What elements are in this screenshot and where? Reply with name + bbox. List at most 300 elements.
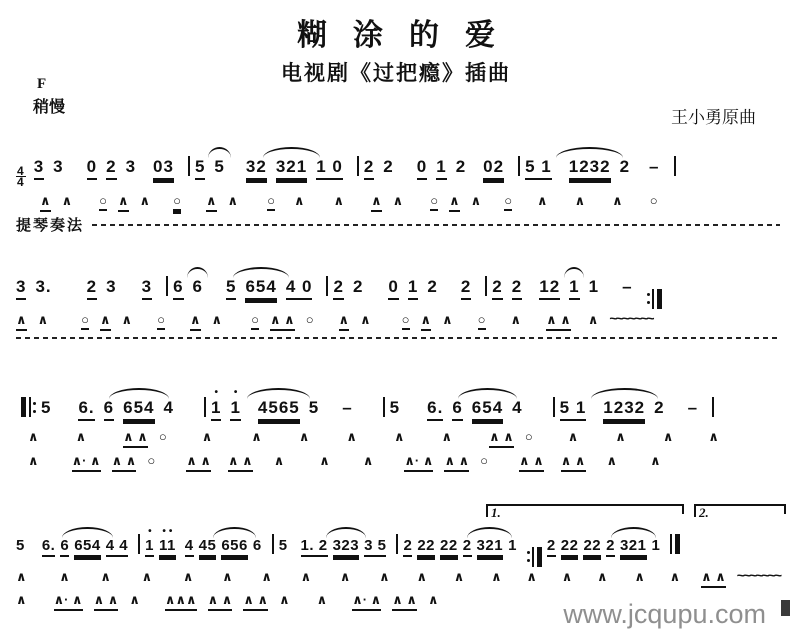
articulation-token: ○ (305, 312, 314, 327)
system-3-articulation-row-1 (16, 429, 780, 448)
note-token: 6. (42, 537, 56, 557)
articulation-token: ∧ (100, 569, 111, 584)
articulation-token: ∧ (567, 429, 579, 444)
bar-stroke (675, 534, 680, 554)
slur-arc (213, 527, 255, 538)
articulation-token: ∧ (182, 569, 194, 584)
articulation-token: ∧ (28, 429, 39, 444)
slur-arc (263, 147, 319, 158)
spacer (492, 204, 504, 205)
articulation-token: ∧ ∧ (186, 453, 211, 472)
note-token: 654 (245, 277, 276, 300)
system-3-articulation-row-2 (16, 453, 780, 472)
bar-stroke (138, 534, 140, 554)
song-subtitle: 电视剧《过把瘾》插曲 (281, 62, 511, 85)
spacer (559, 204, 575, 205)
spacer (384, 464, 404, 465)
spacer (61, 291, 87, 292)
spacer (361, 580, 379, 581)
articulation-token: ∧ (634, 569, 645, 584)
bar-stroke (674, 156, 676, 176)
note-token: 2 (606, 537, 615, 557)
articulation-token: ∧ (273, 453, 285, 468)
articulation-token: ∧ (491, 569, 502, 584)
articulation-token: ∧ (510, 312, 522, 327)
spacer (50, 440, 76, 441)
system-2-articulation-row (16, 311, 780, 331)
articulation-token: ∧ (379, 569, 390, 584)
spacer (628, 464, 650, 465)
note-token: – (687, 398, 699, 417)
note-token: 2 (463, 537, 472, 557)
spacer (83, 204, 99, 205)
spacer (264, 464, 274, 465)
barline (166, 276, 168, 296)
note-token: – (649, 157, 660, 176)
spacer (548, 580, 562, 581)
spacer (463, 440, 489, 441)
spacer (192, 204, 206, 205)
bar-stroke (272, 534, 274, 554)
watermark-url: www.jcqupu.com (563, 599, 766, 629)
volta-1-bracket (486, 504, 684, 519)
articulation-token: ∧ (561, 569, 573, 584)
spacer (212, 291, 226, 292)
bar-stroke (29, 397, 31, 417)
articulation-token: ∧ (362, 453, 374, 468)
articulation-token: ○ (430, 193, 438, 211)
note-token: 2 (383, 157, 394, 176)
articulation-token: ∧ (662, 429, 674, 444)
note-token: 1 (436, 157, 446, 180)
spacer (204, 580, 222, 581)
spacer (223, 440, 251, 441)
note-token: 4565 (258, 398, 300, 421)
composer-credit: 王小勇原曲 (671, 108, 756, 127)
bar-stroke (652, 289, 654, 309)
repeat-end-barline (527, 547, 542, 567)
barline (553, 397, 555, 417)
bar-stroke (532, 547, 534, 567)
bar-stroke (518, 156, 520, 176)
note-token: 2 (352, 277, 364, 296)
volta-1-label: 1. (491, 505, 501, 520)
system-4-articulation-row-1 (16, 568, 780, 588)
note-token: 3 (142, 277, 152, 300)
spacer (59, 323, 81, 324)
spacer (355, 204, 371, 205)
articulation-token: ∧ (251, 429, 262, 444)
articulation-token: ∧ (708, 429, 719, 444)
articulation-token: ○ (504, 193, 512, 211)
articulation-token: ∧ (139, 193, 151, 208)
articulation-token: ∧ (279, 592, 290, 607)
note-token: 03 (153, 157, 174, 180)
slur-arc (109, 388, 169, 399)
note-token: 0 (87, 157, 97, 180)
note-token: 5 (389, 398, 401, 417)
note-token: 5 1 (525, 157, 552, 180)
articulation-token: ∧ ∧ (444, 453, 469, 472)
bar-stroke (712, 397, 714, 417)
note-token: 6 (104, 398, 114, 421)
note-token: 5 1 (560, 398, 587, 421)
spacer (589, 440, 615, 441)
spacer (151, 603, 165, 604)
slur-arc (591, 388, 658, 399)
bar-stroke (485, 276, 487, 296)
articulation-token: ○ (99, 193, 107, 211)
volta-2-bracket (694, 504, 786, 519)
spacer (362, 412, 378, 413)
spacer (499, 464, 519, 465)
spacer (684, 440, 708, 441)
spacer (414, 204, 430, 205)
note-token: 1 • (145, 537, 154, 557)
articulation-token: ∧ (300, 569, 312, 584)
bar-stroke (527, 548, 530, 566)
articulation-token: ∧ (427, 592, 439, 607)
octave-dot: • (148, 526, 155, 537)
spacer (372, 291, 388, 292)
spacer (691, 580, 701, 581)
spacer (234, 171, 246, 172)
note-token: 22 (440, 537, 458, 557)
note-token: 6 (252, 537, 262, 554)
note-token: 11 •• (159, 537, 176, 557)
barline (204, 397, 206, 417)
slur-arc (564, 267, 584, 278)
system-3-notes-row (16, 387, 780, 421)
note-token: 5 (226, 277, 236, 300)
note-token: 22 (417, 537, 435, 557)
note-token: 6. (427, 398, 443, 421)
note-token: – (622, 277, 633, 296)
note-token: 45 (199, 537, 217, 557)
bar-stroke (647, 290, 650, 308)
note-token: 1232 (569, 157, 611, 180)
barline (272, 534, 274, 554)
note-token: 6 (173, 277, 183, 300)
spacer (178, 440, 202, 441)
articulation-token: ∧ (393, 429, 405, 444)
note-token: 1 (588, 277, 600, 296)
articulation-token: ∧ (597, 569, 608, 584)
articulation-token: ∧ (261, 569, 272, 584)
articulation-token: ∧ (441, 429, 453, 444)
spacer (126, 291, 142, 292)
articulation-token: ○ (158, 429, 167, 444)
spacer (464, 323, 478, 324)
slur-arc (326, 527, 366, 538)
spacer (544, 440, 568, 441)
note-token: 3 (53, 157, 64, 176)
spacer (674, 412, 688, 413)
spacer (595, 412, 603, 413)
articulation-token: ∧ (28, 453, 39, 468)
spacer (16, 204, 40, 205)
spacer (608, 291, 622, 292)
note-token: 2 (512, 277, 522, 300)
spacer (244, 580, 262, 581)
articulation-token: ○ (173, 193, 181, 211)
articulation-token: ∧ (360, 312, 371, 327)
corner-artifact (781, 600, 790, 616)
spacer (475, 171, 483, 172)
note-token: 6 (60, 537, 69, 557)
spacer (403, 171, 417, 172)
note-token: 1 0 (316, 157, 343, 180)
spacer (532, 323, 546, 324)
note-token: 2 (403, 537, 412, 557)
articulation-token: ∧ ∧ (112, 453, 137, 472)
final-barline (670, 534, 680, 554)
note-token: 4 4 (106, 537, 128, 557)
articulation-token: ∧ (587, 312, 599, 327)
note-token: 654 (74, 537, 101, 557)
articulation-token: ∧ ∧ (701, 569, 726, 588)
articulation-token: ∧ (75, 429, 87, 444)
spacer (176, 323, 190, 324)
spacer (249, 204, 267, 205)
barline (188, 156, 190, 176)
spacer (233, 323, 251, 324)
articulation-token: ∧∧∧ (165, 592, 197, 611)
spacer (531, 291, 539, 292)
note-token: 2 (654, 398, 665, 417)
note-token: 5 (214, 157, 224, 177)
slur-arc (208, 147, 231, 158)
spacer (637, 440, 663, 441)
articulation-token: ∧ (339, 312, 350, 331)
articulation-token: ∧ (206, 193, 217, 212)
note-token: 2 (547, 537, 556, 557)
articulation-token: ∧ (421, 312, 432, 331)
articulation-token: ∧ (16, 312, 27, 331)
articulation-token: ∧ (61, 193, 73, 208)
note-token: 3 (106, 277, 117, 296)
spacer (30, 549, 42, 550)
song-title: 糊涂的爱 (297, 19, 521, 52)
repeat-end-barline (647, 289, 662, 309)
articulation-token: ∧ (16, 569, 27, 584)
vibrato-wavy-line: ~~~~~~~ (609, 310, 653, 326)
barline (712, 397, 714, 417)
spacer (316, 204, 334, 205)
articulation-token: ∧ (129, 592, 140, 607)
spacer (475, 580, 491, 581)
articulation-token: ∧ (298, 429, 310, 444)
note-token: – (342, 398, 353, 417)
note-token: 3. (35, 277, 52, 296)
note-token: 2 (364, 157, 374, 180)
time-signature-number: 4 (17, 175, 25, 189)
articulation-token: ∧ (211, 312, 223, 327)
articulation-token: ∧ ∧ (94, 592, 119, 611)
articulation-token: ∧ (612, 193, 623, 208)
technique-section-row (16, 214, 780, 235)
note-token: 2 (427, 277, 438, 296)
spacer (322, 580, 340, 581)
articulation-token: ∧ (100, 312, 111, 331)
bar-stroke (670, 534, 672, 554)
note-token: 1 (508, 537, 517, 554)
barline (383, 397, 385, 417)
articulation-token: ○ (157, 312, 165, 330)
note-token: 323 (333, 537, 360, 557)
bar-stroke (188, 156, 190, 176)
articulation-token: ∧ (333, 193, 345, 208)
spacer (81, 580, 101, 581)
spacer (438, 580, 454, 581)
spacer (273, 440, 299, 441)
time-signature-number: 4 (17, 164, 25, 178)
spacer (250, 412, 258, 413)
articulation-token: ○ (251, 312, 259, 330)
spacer (523, 204, 537, 205)
articulation-token: ∧ (442, 312, 453, 327)
note-token: 5 (195, 157, 205, 180)
note-token: 321 (276, 157, 307, 180)
articulation-token: ∧ (121, 312, 133, 327)
note-token: 5 (308, 398, 320, 417)
spacer (497, 323, 511, 324)
spacer (295, 464, 319, 465)
spacer (583, 580, 597, 581)
articulation-token: ○ (649, 193, 658, 208)
bar-stroke (657, 289, 662, 309)
note-token: 3 (125, 157, 137, 176)
spacer (619, 580, 635, 581)
barline (138, 534, 140, 554)
octave-dot: • (214, 387, 221, 398)
barline (326, 276, 328, 296)
spacer (161, 204, 173, 205)
articulation-token: ○ (402, 312, 410, 330)
articulation-token: ∧· ∧ (54, 592, 83, 611)
note-token: 2 (619, 157, 631, 176)
articulation-token: ∧ (59, 569, 70, 584)
spacer (97, 440, 123, 441)
barline (674, 156, 676, 176)
spacer (416, 440, 442, 441)
articulation-token: ∧ ∧ (228, 453, 253, 472)
system-4-notes-row (16, 526, 780, 563)
note-token: 654 (472, 398, 503, 421)
articulation-token: ∧ (222, 569, 233, 584)
articulation-token: ∧ (118, 193, 129, 212)
note-token: 3 (34, 157, 44, 180)
spacer (122, 580, 142, 581)
note-token: 5 (41, 398, 52, 417)
articulation-token: ∧ (606, 453, 618, 468)
articulation-token: ∧ (392, 193, 404, 208)
articulation-token: ∧ ∧ (519, 453, 544, 472)
spacer (656, 580, 670, 581)
octave-dot: • (233, 387, 241, 398)
articulation-token: ∧ (650, 453, 661, 468)
articulation-token: ∧ (669, 569, 681, 584)
spacer (341, 464, 363, 465)
articulation-token: ∧ ∧ (123, 429, 148, 448)
spacer (16, 464, 28, 465)
note-token: 1 (569, 277, 579, 300)
barline (518, 156, 520, 176)
spacer (409, 412, 427, 413)
note-token: 2 (455, 157, 467, 176)
articulation-token: ∧ (190, 312, 201, 331)
articulation-token: ∧ (141, 569, 153, 584)
spacer (143, 323, 157, 324)
spacer (50, 464, 72, 465)
note-token: 1. 2 (301, 537, 328, 557)
note-token: 4 (185, 537, 194, 557)
slur-arc (458, 388, 518, 399)
spacer (38, 603, 54, 604)
note-token: 2 (333, 277, 343, 300)
bar-stroke (166, 276, 168, 296)
spacer (328, 412, 342, 413)
articulation-token: ∧ (201, 429, 213, 444)
articulation-token: ∧ (316, 592, 328, 607)
repeat-start-barline (21, 397, 36, 417)
bar-stroke (357, 156, 359, 176)
note-token: 1 • (211, 398, 221, 421)
note-token: 321 (620, 537, 647, 557)
articulation-token: ∧ ∧ (392, 592, 417, 611)
bar-stroke (396, 534, 398, 554)
barline (485, 276, 487, 296)
note-token: 321 (477, 537, 504, 557)
technique-label: 提琴奏法 (16, 218, 85, 234)
spacer (634, 204, 650, 205)
tempo-marking: 稍慢 (33, 99, 66, 116)
note-token: 654 (123, 398, 154, 421)
spacer (301, 603, 317, 604)
articulation-token: ○ (267, 193, 275, 211)
note-token: 22 (561, 537, 579, 557)
note-token: 3 (16, 277, 26, 300)
note-token: 32 (246, 157, 267, 180)
system-1-notes-row (16, 152, 780, 189)
note-token: 2 (87, 277, 97, 300)
articulation-token: ∧ ∧ (243, 592, 268, 611)
bar-stroke (326, 276, 328, 296)
articulation-token: ∧ (449, 193, 460, 212)
barline (396, 534, 398, 554)
spacer (401, 580, 417, 581)
spacer (447, 291, 461, 292)
articulation-token: ○ (480, 453, 489, 468)
spacer (368, 440, 394, 441)
articulation-token: ∧ (346, 429, 357, 444)
articulation-token: ∧ ∧ (270, 312, 295, 331)
barline (357, 156, 359, 176)
articulation-token: ∧ (615, 429, 626, 444)
articulation-token: ∧ ∧ (489, 429, 514, 448)
note-token: 1 • (230, 398, 240, 421)
articulation-token: ○ (81, 312, 89, 330)
key-signature: F (37, 76, 47, 92)
articulation-token: ∧ (16, 592, 27, 607)
spacer (293, 549, 301, 550)
note-token: 22 (583, 537, 601, 557)
articulation-token: ∧ (37, 312, 49, 327)
spacer (145, 171, 153, 172)
note-token: 02 (483, 157, 504, 180)
articulation-token: ∧ (40, 193, 51, 212)
bar-stroke (383, 397, 385, 417)
